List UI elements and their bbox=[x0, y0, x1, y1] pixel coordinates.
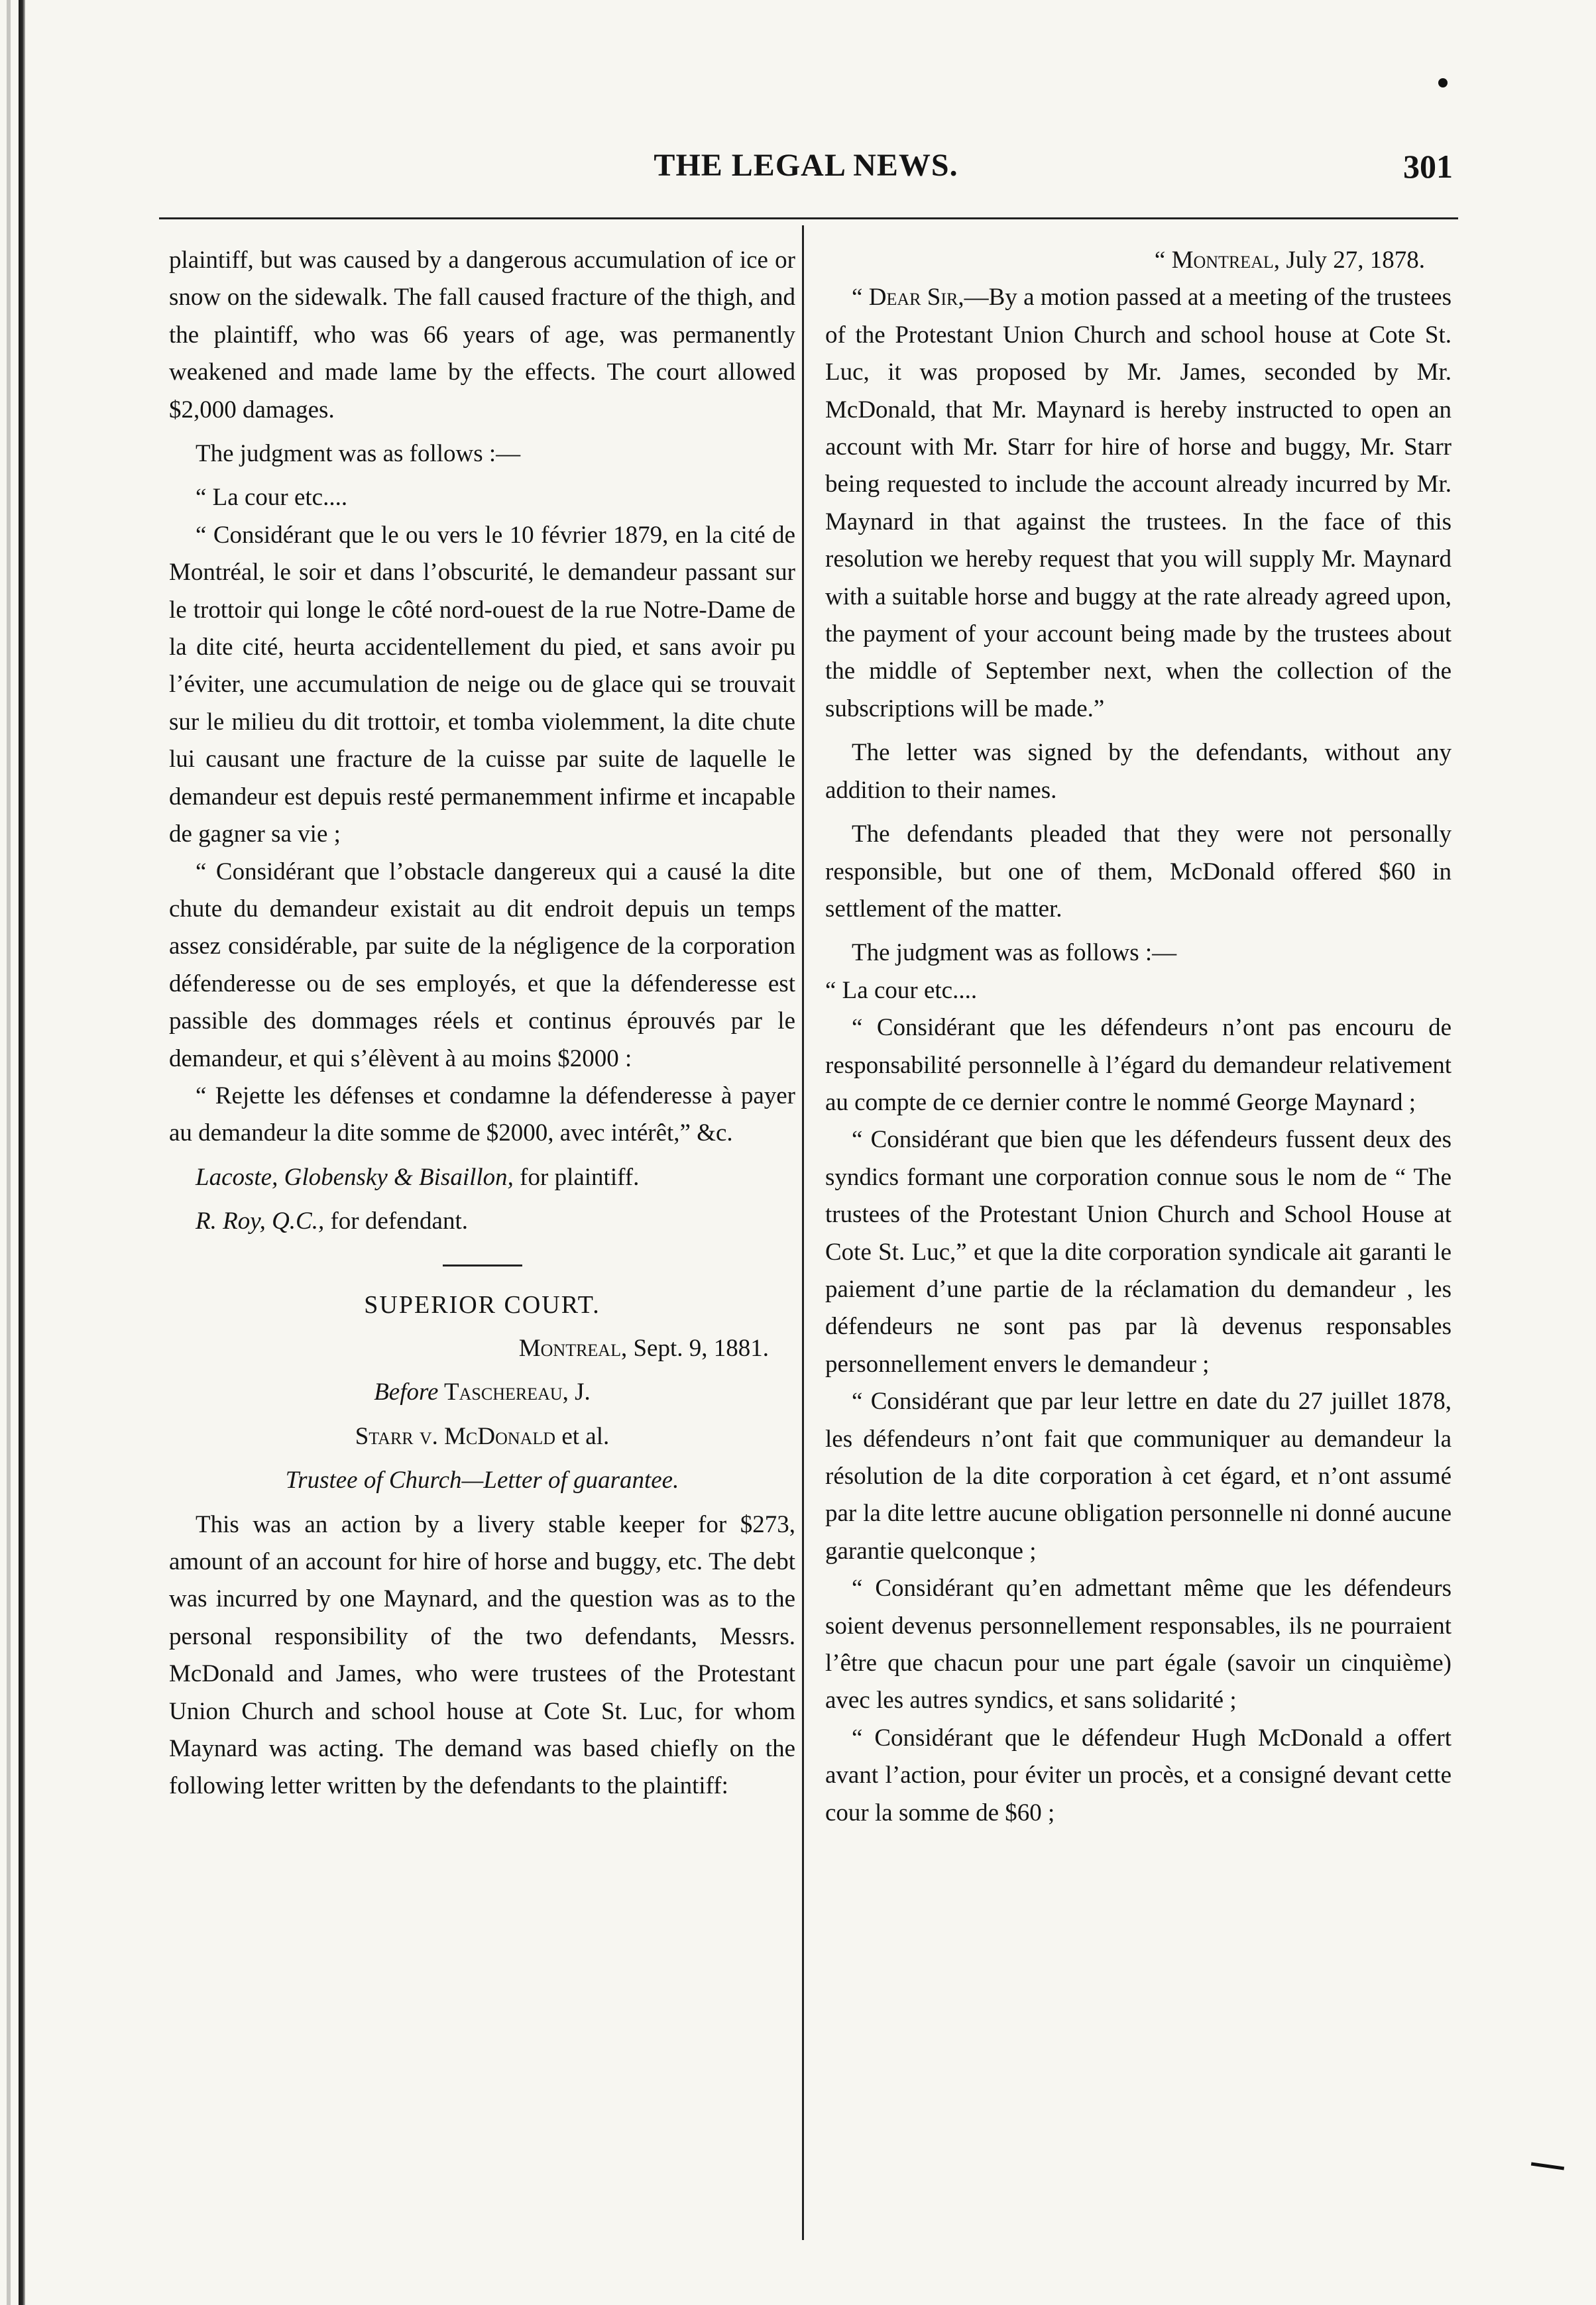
judge-name: Taschereau, J. bbox=[438, 1378, 591, 1406]
letter-text: —By a motion passed at a meeting of the trustees of the Protestant Union Church and school house at Cote St. Luc, it was proposed by Mr. James, seconded by Mr. McDonald, that Mr. Maynard is hereby instructed to open an account with Mr. Starr for hire of horse and buggy, Mr. Starr being requested to include the account already incurred by Mr. Maynard in that against the trustees. In the face of this resolution we hereby request that you will supply Mr. Maynard with a suitable horse and buggy at the rate already agreed upon, the payment of your account being made by the trustees about the middle of September next, when the collection of the subscriptions will be made.” bbox=[825, 284, 1452, 722]
counsel-line bbox=[169, 1203, 795, 1240]
page-header bbox=[152, 147, 1459, 194]
margin-dash-mark bbox=[1531, 2163, 1564, 2170]
case-subject: Trustee of Church—Letter of guarantee. bbox=[285, 1467, 679, 1494]
ink-dot-mark bbox=[1438, 78, 1448, 87]
paragraph: “ Considérant qu’en admettant même que les défendeurs soient devenus personnellement responsables, ils ne pourraient l’être que chacun pour une part égale (savoir un cinquième) avec les autres syndics, et sans solidarité ; bbox=[825, 1575, 1452, 1715]
running-head: THE LEGAL NEWS. bbox=[654, 148, 958, 183]
paragraph: “ Considérant que bien que les défendeurs fussent deux des syndics formant une corporation connue sous le nom de “ The trustees of the Protestant Union Church and School House at Cote St. Luc,” et que la dite corporation syndicale ait garanti le paiement d’une partie de la réclamation du demandeur , les défendeurs ne sont pas par là devenus responsables personnellement envers le demandeur ; bbox=[825, 1126, 1452, 1378]
paragraph: The letter was signed by the defendants, without any addition to their names. bbox=[825, 739, 1452, 804]
counsel-names: R. Roy, Q.C., bbox=[196, 1208, 325, 1235]
letter-place: “ Montreal, bbox=[1154, 247, 1281, 274]
counsel-line bbox=[169, 1159, 795, 1196]
before-word: Before bbox=[374, 1378, 439, 1406]
case-parties: Starr v. McDonald bbox=[355, 1422, 556, 1450]
paragraph: “ Considérant que le défendeur Hugh McDonald a offert avant l’action, pour éviter un procès, et a consigné devant cette cour la somme de $60 ; bbox=[825, 1724, 1452, 1827]
page-number: 301 bbox=[1403, 148, 1453, 185]
header-rule bbox=[159, 217, 1458, 219]
case-title bbox=[169, 1418, 795, 1455]
court-heading: SUPERIOR COURT. bbox=[364, 1290, 600, 1319]
letter-body bbox=[825, 279, 1452, 728]
paragraph: “ Considérant que le ou vers le 10 février 1879, en la cité de Montréal, le soir et dans l’obscurité, le demandeur passant sur le trottoir qui longe le côté nord-ouest de la rue Notre-Dame de la dite cité, heurta accidentellement du pied, et sans avoir pu l’éviter, une accumulation de neige ou de glace qui se trouvait sur le milieu du dit trottoir, et tomba violemment, la dite chute lui causant une fracture de la cuisse par suite de laquelle le demandeur est depuis resté permanemment infirme et incapable de gagner sa vie ; bbox=[169, 521, 795, 848]
paragraph: The judgment was as follows :— bbox=[852, 939, 1177, 967]
counsel-role: for plaintiff. bbox=[513, 1163, 640, 1191]
counsel-role: for defendant. bbox=[324, 1208, 468, 1235]
dateline bbox=[169, 1330, 795, 1367]
paragraph: plaintiff, but was caused by a dangerous accumulation of ice or snow on the sidewalk. The fall caused fracture of the thigh, and the plaintiff, who was 66 years of age, was permanently weakened and made lame by the effects. The court allowed $2,000 damages. bbox=[169, 247, 795, 423]
left-column bbox=[169, 242, 795, 1805]
letter-salutation: “ Dear Sir, bbox=[852, 284, 964, 311]
page-binding-spine bbox=[19, 0, 25, 2305]
column-divider bbox=[802, 225, 804, 2240]
judge-line bbox=[169, 1374, 795, 1411]
paragraph: “ Considérant que par leur lettre en date du 27 juillet 1878, les défendeurs n’ont fait que communiquer au demandeur la résolution de la dite corporation à cet égard, et n’ont assumé par la dite lettre aucune obligation personnelle ni donné aucune garantie quelconque ; bbox=[825, 1388, 1452, 1565]
paragraph: The judgment was as follows :— bbox=[196, 440, 521, 468]
paragraph: This was an action by a livery stable keeper for $273, amount of an account for hire of horse and buggy, etc. The debt was incurred by one Maynard, and the question was as to the personal responsibility of the two defendants, Messrs. McDonald and James, who were trustees of the Protestant Union Church and school house at Cote St. Luc, for whom Maynard was acting. The demand was based chiefly on the following letter written by the defendants to the plaintiff: bbox=[169, 1510, 795, 1800]
paragraph: “ Rejette les défenses et condamne la défenderesse à payer au demandeur la dite somme de $2000, avec intérêt,” &c. bbox=[169, 1082, 795, 1147]
case-suffix: et al. bbox=[555, 1422, 610, 1450]
letter-date: July 27, 1878. bbox=[1280, 247, 1425, 274]
counsel-names: Lacoste, Globensky & Bisaillon, bbox=[196, 1163, 514, 1191]
section-rule bbox=[443, 1265, 522, 1266]
paragraph: “ Considérant que les défendeurs n’ont pas encouru de responsabilité personnelle à l’égard du demandeur relativement au compte de ce dernier contre le nommé George Maynard ; bbox=[825, 1014, 1452, 1116]
page-binding-edge bbox=[7, 0, 11, 2305]
paragraph: “ La cour etc.... bbox=[825, 976, 978, 1004]
right-column bbox=[825, 242, 1452, 1832]
paragraph: “ Considérant que l’obstacle dangereux qui a causé la dite chute du demandeur existait au dit endroit depuis un temps assez considérable, par suite de la négligence de la corporation défenderesse ou de ses employés, et que la défenderesse est passible des dommages réels et continus éprouvés par le demandeur, et qui s’élèvent à au moins $2000 : bbox=[169, 858, 795, 1072]
letter-dateline bbox=[825, 242, 1452, 279]
dateline-place: Montreal, bbox=[518, 1334, 628, 1362]
dateline-date: Sept. 9, 1881. bbox=[627, 1334, 769, 1362]
paragraph: “ La cour etc.... bbox=[196, 484, 348, 512]
paragraph: The defendants pleaded that they were not personally responsible, but one of them, McDonald offered $60 in settlement of the matter. bbox=[825, 820, 1452, 923]
